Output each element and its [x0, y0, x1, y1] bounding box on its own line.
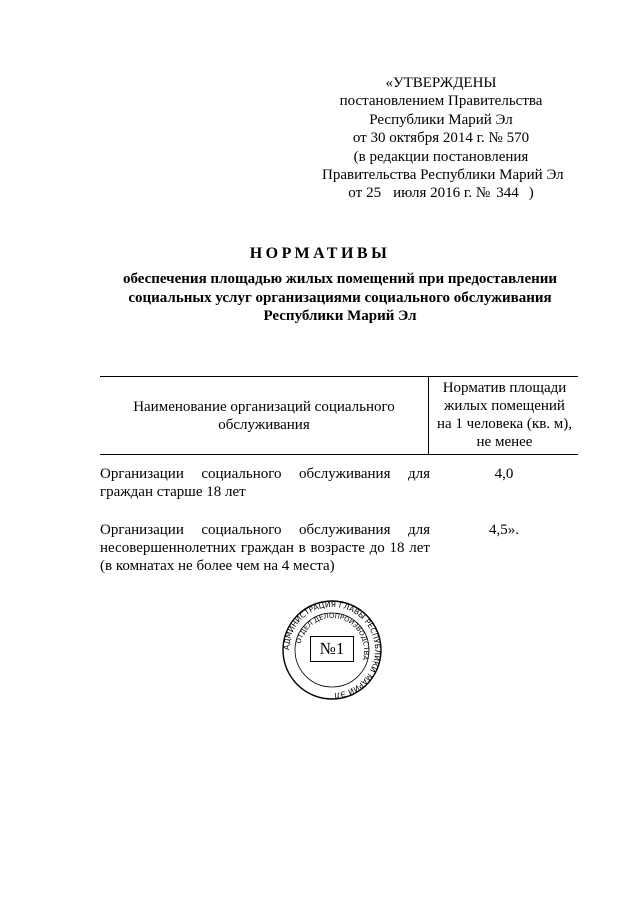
subtitle-line-3: Республики Марий Эл — [263, 308, 417, 324]
decree-number: 344 — [496, 185, 519, 202]
stamp-inner-text: ОТДЕЛ ДЕЛОПРОИЗВОДСТВА — [294, 611, 371, 662]
closing-paren: ) — [528, 185, 534, 202]
table-row — [100, 521, 578, 575]
subtitle-line-1: обеспечения площадью жилых помещений при предоставлении — [122, 271, 558, 287]
stamp-outer-text: АДМИНИСТРАЦИЯ ГЛАВЫ РЕСПУБЛИКИ МАРИЙ ЭЛ — [282, 600, 382, 700]
subtitle-line-2: социальных услуг организациями социального обслуживания — [128, 289, 552, 306]
norms-table — [100, 376, 578, 575]
table-header — [100, 376, 578, 455]
document-title: НОРМАТИВЫ — [249, 245, 391, 262]
header-norm-line-4: не менее — [476, 434, 533, 450]
approval-line-4: (в редакции постановления — [353, 148, 529, 165]
office-stamp — [282, 600, 382, 700]
stamp-number: №1 — [310, 636, 354, 662]
approval-block — [322, 74, 564, 203]
row-value: 4,0 — [494, 466, 514, 482]
approval-line-1: постановлением Правительства — [339, 93, 543, 110]
date-prefix: от — [348, 185, 363, 202]
approval-heading: «УТВЕРЖДЕНЫ — [385, 75, 497, 91]
approval-line-2: Республики Марий Эл — [369, 111, 513, 128]
document-subtitle — [105, 270, 575, 326]
approval-line-5: Правительства Республики Марий Эл — [322, 167, 564, 184]
approval-date-line — [322, 184, 560, 202]
approval-line-3: от 30 октября 2014 г. № 570 — [352, 130, 530, 147]
row-value: 4,5». — [489, 522, 519, 538]
header-norm-cell — [428, 377, 578, 454]
header-norm-line-2: жилых помещений — [444, 398, 565, 414]
date-day: 25 — [366, 185, 382, 202]
header-norm-line-3: на 1 человека (кв. м), — [436, 416, 573, 432]
header-name-line-1: Наименование организаций социального — [133, 398, 395, 415]
row-name: Организации социального обслуживания для несовершеннолетних граждан в возрасте до 18 лет (в комнатах не более чем на 4 места) — [100, 522, 430, 574]
date-rest: июля 2016 г. № — [393, 185, 491, 202]
header-norm-line-1: Норматив площади — [442, 380, 567, 396]
table-row — [100, 465, 578, 501]
header-name-cell — [100, 377, 428, 454]
header-name-line-2: обслуживания — [218, 416, 310, 433]
row-name: Организации социального обслуживания для граждан старше 18 лет — [100, 466, 430, 500]
